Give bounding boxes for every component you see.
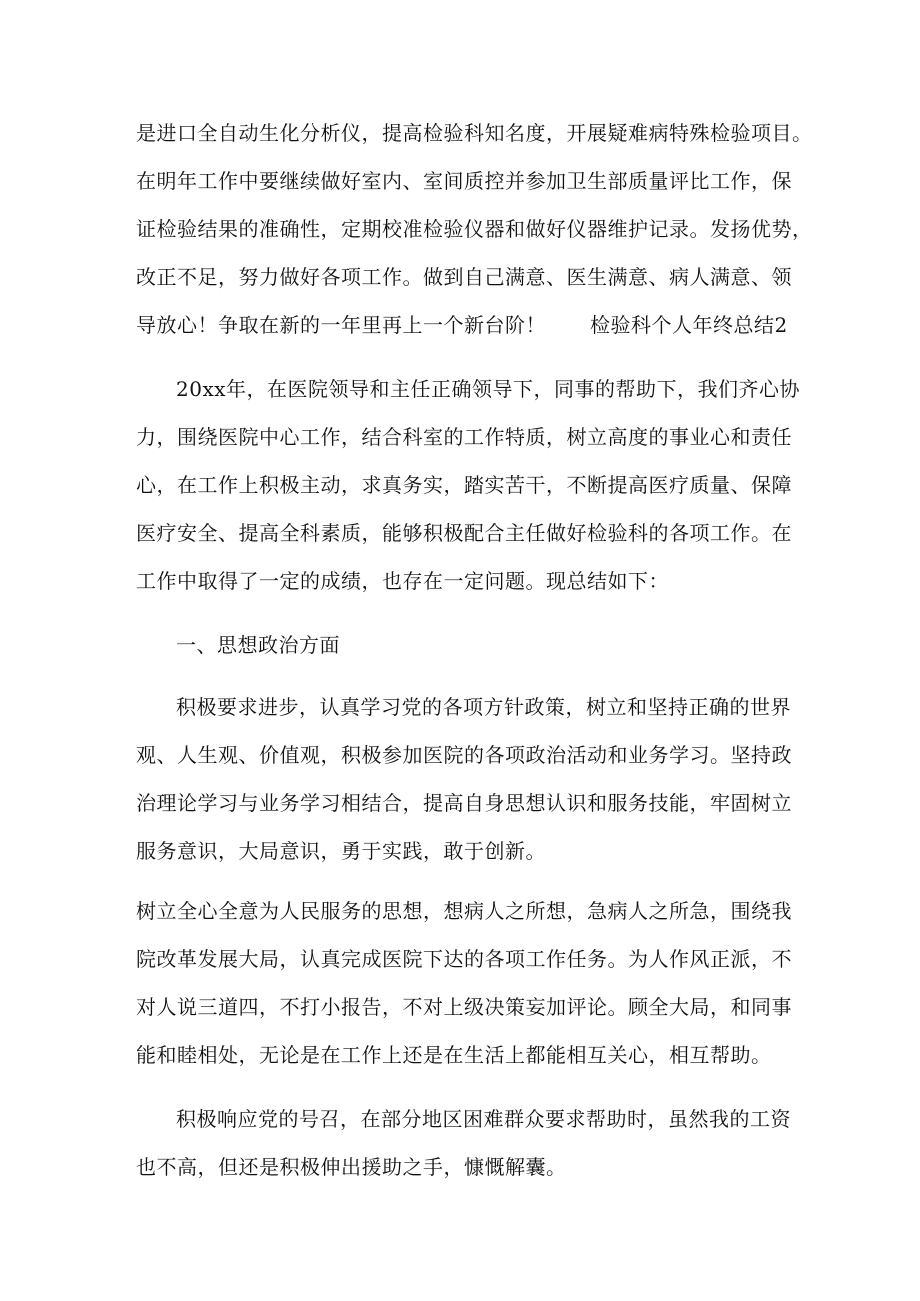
paragraph-line-with-heading [136, 312, 796, 338]
paragraph-line: 医疗安全、提高全科素质，能够积极配合主任做好检验科的各项工作。在 [136, 521, 792, 545]
paragraph-line: 导放心！争取在新的一年里再上一个新台阶！ [136, 313, 546, 337]
paragraph-line: 院改革发展大局，认真完成医院下达的各项工作任务。为人作风正派，不 [136, 947, 792, 971]
paragraph-line: 服务意识，大局意识，勇于实践，敢于创新。 [136, 839, 546, 863]
paragraph-line: 改正不足，努力做好各项工作。做到自己满意、医生满意、病人满意、领 [136, 265, 792, 289]
section-title: 检验科个人年终总结2 [590, 313, 788, 337]
paragraph-line: 力，围绕医院中心工作，结合科室的工作特质，树立高度的事业心和责任 [136, 425, 792, 449]
paragraph-line: 对人说三道四，不打小报告，不对上级决策妄加评论。顾全大局，和同事 [136, 995, 792, 1019]
paragraph-line: 树立全心全意为人民服务的思想，想病人之所想，急病人之所急，围绕我 [136, 899, 792, 923]
paragraph-line: 积极要求进步，认真学习党的各项方针政策，树立和坚持正确的世界 [176, 695, 791, 719]
paragraph-line: 观、人生观、价值观，积极参加医院的各项政治活动和业务学习。坚持政 [136, 743, 792, 767]
paragraph-line: 在明年工作中要继续做好室内、室间质控并参加卫生部质量评比工作，保 [136, 169, 792, 193]
paragraph-line: 积极响应党的号召，在部分地区困难群众要求帮助时，虽然我的工资 [176, 1107, 791, 1131]
paragraph-line: 是进口全自动生化分析仪，提高检验科知名度，开展疑难病特殊检验项目。 [136, 121, 813, 145]
paragraph-line: 也不高，但还是积极伸出援助之手，慷慨解囊。 [136, 1155, 567, 1179]
paragraph-line: 治理论学习与业务学习相结合，提高自身思想认识和服务技能，牢固树立 [136, 791, 792, 815]
paragraph-line: 工作中取得了一定的成绩，也存在一定问题。现总结如下： [136, 569, 669, 593]
paragraph-line: 证检验结果的准确性，定期校准检验仪器和做好仪器维护记录。发扬优势， [136, 217, 813, 241]
paragraph-line: 能和睦相处，无论是在工作上还是在生活上都能相互关心，相互帮助。 [136, 1043, 772, 1067]
paragraph-line: 心，在工作上积极主动，求真务实，踏实苦干，不断提高医疗质量、保障 [136, 473, 792, 497]
subheading: 一、思想政治方面 [176, 633, 340, 657]
paragraph-line: 20xx年，在医院领导和主任正确领导下，同事的帮助下，我们齐心协 [176, 377, 801, 401]
